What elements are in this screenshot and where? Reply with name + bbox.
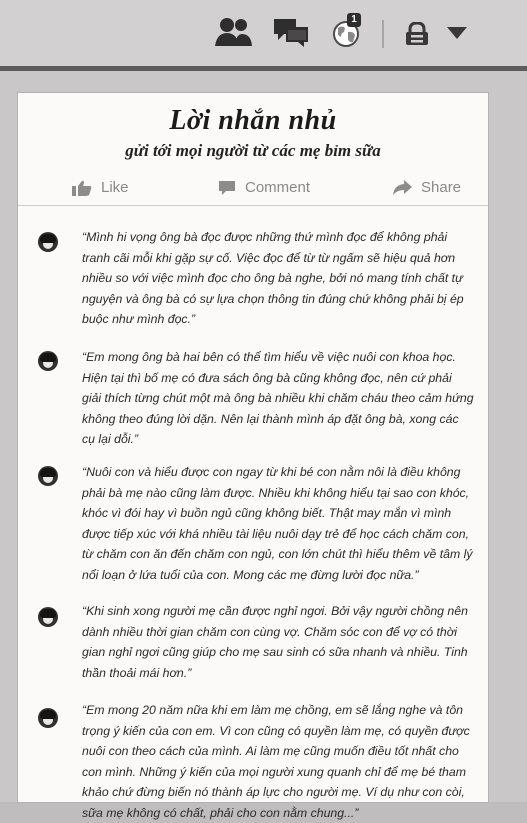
quote-text: “Khi sinh xong người mẹ cần được nghỉ ngơi. Bởi vậy người chồng nên dành nhiều thời gian chăm con cùng vợ. Chăm sóc con để vợ có thời gian nghỉ ngơi cũng giúp cho mẹ sau sinh có sữa nhanh và nhiều. Tinh thần thoải mái hơn.” [82, 604, 468, 680]
like-button[interactable] [72, 179, 129, 196]
quote-text: “Nuôi con và hiểu được con ngay từ khi bé con nằm nôi là điều không phải bà mẹ nào cũng làm được. Nhiều khi không hiểu tại sao con khóc, khóc vì đói hay vì buồn ngủ cũng không biết. Thật may mắn vì mình được tiếp xúc với khá nhiều tài liệu nuôi dạy trẻ để học cách chăm con, từ chăm con ăn đến chăm con ngủ, con lớn chút thì hiểu thêm về tâm lý nổi loạn ở lứa tuổi của con. Mong các mẹ đừng lười đọc nữa.” [82, 465, 473, 582]
avatar [38, 466, 58, 486]
thumbs-up-icon [72, 180, 92, 196]
comment-icon [218, 180, 236, 196]
comment-button[interactable] [218, 179, 310, 196]
post-subtitle: gửi tới mọi người từ các mẹ bỉm sữa [125, 141, 381, 160]
share-arrow-icon [392, 180, 412, 196]
share-label: Share [421, 179, 462, 196]
quote-text: “Mình hi vọng ông bà đọc được những thứ mình đọc để không phải tranh cãi mỗi khi gặp sự cố. Việc đọc để từ từ ngấm sẽ hiệu quả hơn nhiều so với việc mình đọc cho ông bà nghe, bởi nó mang tính chất tự nguyện và ông bà có sự lựa chọn thông tin đúng chứ không phải bị ép buộc như mình đọc.” [82, 230, 464, 326]
top-navigation-bar [0, 0, 527, 66]
dropdown-arrow-icon[interactable] [446, 26, 468, 45]
notification-count-badge: 1 [347, 13, 361, 27]
quote-text: “Em mong ông bà hai bên có thể tìm hiểu về việc nuôi con khoa học. Hiện tại thì bố mẹ có đưa sách ông bà cũng không đọc, nên cứ phải giải thích từng chút một mà ông bà nhiều khi chăm cháu theo cảm hứng không theo đúng lời dặn. Nên lại thành mình áp đặt ông bà, xong các cụ lại dỗi.” [82, 350, 474, 446]
avatar [38, 607, 58, 627]
like-label: Like [101, 179, 129, 196]
avatar [38, 708, 58, 728]
avatar [38, 232, 58, 252]
post-card [18, 93, 488, 820]
post-action-bar [18, 175, 488, 206]
avatar [38, 351, 58, 371]
share-button[interactable] [392, 179, 461, 196]
comment-label: Comment [245, 179, 311, 196]
messages-icon[interactable] [272, 16, 310, 53]
post-title: Lời nhắn nhủ [169, 105, 337, 136]
lock-icon[interactable] [404, 22, 430, 51]
friends-icon[interactable] [215, 14, 253, 53]
topbar-divider [382, 20, 384, 48]
quote-text: “Em mong 20 năm nữa khi em làm mẹ chồng, em sẽ lắng nghe và tôn trọng ý kiến của con em. Vì con cũng có quyền làm mẹ, có quyền được nuôi con theo cách của mình. Ai làm mẹ cũng muốn điều tốt nhất cho con mình. Những ý kiến của mọi người xung quanh chỉ để mẹ bé tham khảo chứ đừng biến nó thành áp lực cho người mẹ. Ví dụ như con còi, sữa mẹ không có chất, phải cho con nằm chung...” [82, 703, 470, 820]
